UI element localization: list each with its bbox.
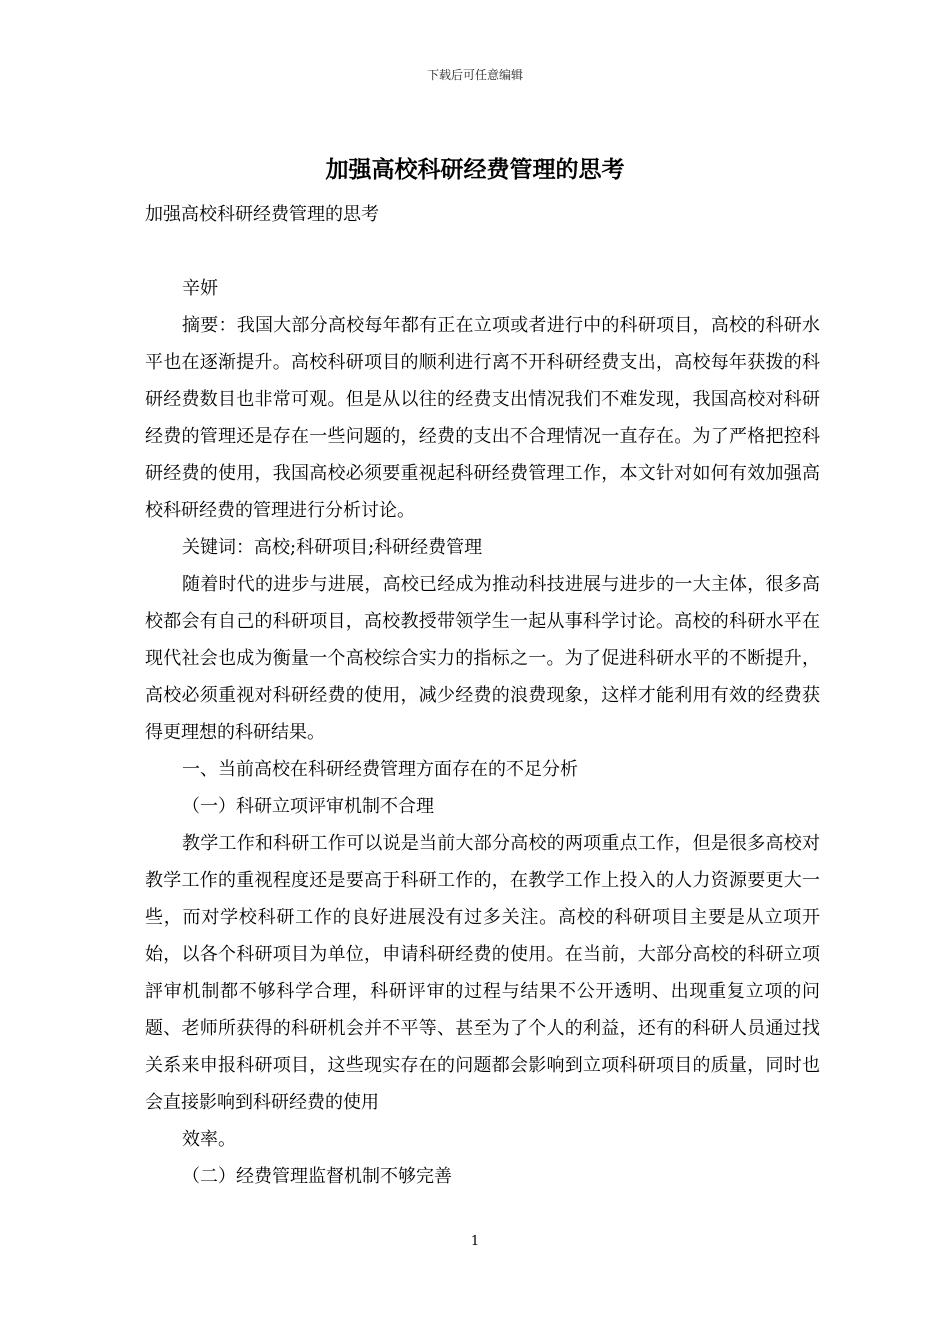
document-title: 加强高校科研经费管理的思考 — [325, 156, 625, 183]
keywords-line: 关键词：高校;科研项目;科研经费管理 — [182, 537, 483, 558]
body-paragraph: 教学工作和科研工作可以说是当前大部分高校的两项重点工作，但是很多高校对教学工作的重视程度还是要高于科研工作的，在教学工作上投入的人力资源要更大一些，而对学校科研工作的良好进展没有过多关注。高校的科研项目主要是从立项开始，以各个科研项目为单位，申请科研经费的使用。在当前，大部分高校的科研立项評审机制都不够科学合理，科研评审的过程与结果不公开透明、出现重复立项的问题、老师所获得的科研机会并不平等、甚至为了个人的利益，还有的科研人员通过找关系来申报科研项目，这些现实存在的问题都会影响到立项科研项目的质量，同时也会直接影响到科研经费的使用 — [145, 833, 820, 1113]
subsection-heading-1: （一）科研立项评审机制不合理 — [182, 796, 434, 817]
author-name: 辛妍 — [182, 278, 218, 299]
body-paragraph-continuation: 效率。 — [182, 1129, 236, 1150]
subsection-heading-2: （二）经费管理监督机制不够完善 — [182, 1166, 452, 1187]
section-heading-1: 一、当前高校在科研经费管理方面存在的不足分析 — [182, 759, 578, 780]
document-subtitle: 加强高校科研经费管理的思考 — [145, 204, 379, 225]
page-number: 1 — [470, 1234, 480, 1249]
abstract-paragraph: 摘要：我国大部分高校每年都有正在立项或者进行中的科研项目，高校的科研水平也在逐渐提升。高校科研项目的顺利进行离不开科研经费支出，高校每年获拨的科研经费数目也非常可观。但是从以往的经费支出情况我们不难发现，我国高校对科研经费的管理还是存在一些问题的，经费的支出不合理情况一直存在。为了严格把控科研经费的使用，我国高校必须要重视起科研经费管理工作，本文针对如何有效加强高校科研经费的管理进行分析讨论。 — [145, 315, 820, 521]
page-header-note: 下载后可任意编辑 — [426, 68, 523, 82]
document-body — [145, 196, 820, 1195]
intro-paragraph: 随着时代的进步与进展，高校已经成为推动科技进展与进步的一大主体，很多高校都会有自己的科研项目，高校教授带领学生一起从事科学讨论。高校的科研水平在现代社会也成为衡量一个高校综合实力的指标之一。为了促进科研水平的不断提升，高校必须重视对科研经费的使用，减少经费的浪费现象，这样才能利用有效的经费获得更理想的科研结果。 — [145, 574, 820, 743]
